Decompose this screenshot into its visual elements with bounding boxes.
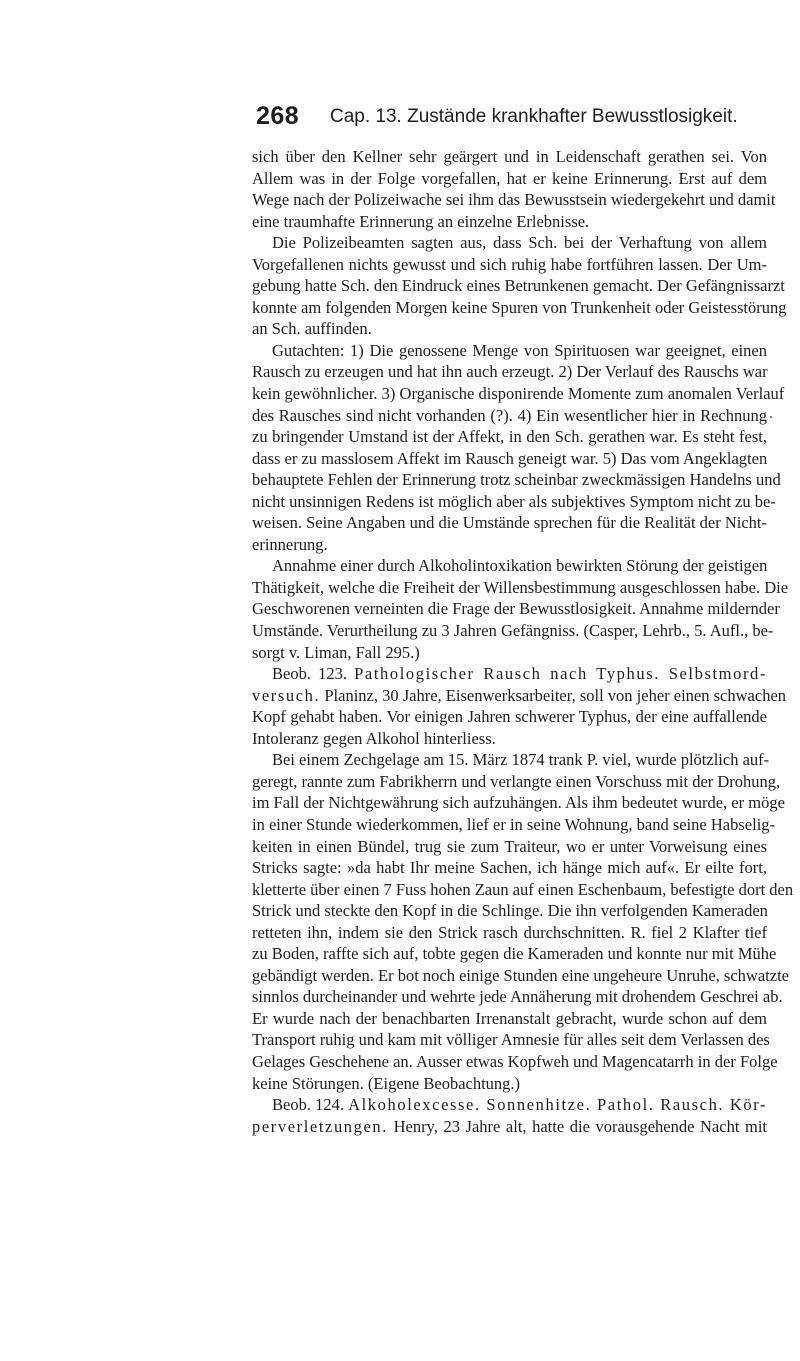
text-line: Allem was in der Folge vorgefallen, hat er keine Erinnerung. Erst auf dem bbox=[252, 168, 767, 188]
text-line: erinnerung. bbox=[252, 534, 328, 554]
observation-heading-123 bbox=[252, 663, 767, 685]
text-line: Thätigkeit, welche die Freiheit der Willensbestimmung ausgeschlossen habe. Die bbox=[252, 577, 789, 597]
text-line: kletterte über einen 7 Fuss hohen Zaun auf einen Eschenbaum, befestigte dort den bbox=[252, 879, 794, 899]
text-line: Bei einem Zechgelage am 15. März 1874 trank P. viel, wurde plötzlich auf- bbox=[272, 750, 770, 770]
running-head bbox=[0, 100, 800, 140]
running-title: Cap. 13. Zustände krankhafter Bewusstlosigkeit. bbox=[330, 106, 738, 127]
text-line: im Fall der Nichtgewährung sich aufzuhängen. Als ihm bedeutet wurde, er möge bbox=[252, 793, 785, 813]
text-line: behauptete Fehlen der Erinnerung trotz scheinbar zweckmässigen Handelns und bbox=[252, 470, 781, 490]
text-line: geregt, rannte zum Fabrikherrn und verlangte einen Vorschuss mit der Drohung, bbox=[252, 771, 781, 791]
text-line: Umstände. Verurtheilung zu 3 Jahren Gefängniss. (Casper, Lehrb., 5. Aufl., be- bbox=[252, 621, 774, 641]
text-line: kein gewöhnlicher. 3) Organische disponirende Momente zum anomalen Verlauf bbox=[252, 384, 785, 404]
text-line: Die Polizeibeamten sagten aus, dass Sch. bei der Verhaftung von allem bbox=[272, 233, 767, 253]
observation-title-cont: versuch. bbox=[252, 685, 321, 705]
text-line: retteten ihn, indem sie den Strick rasch durchschnitten. R. fiel 2 Klafter tief bbox=[252, 922, 767, 942]
text-line: nicht unsinnigen Redens ist möglich aber als subjektives Symptom nicht zu be- bbox=[252, 491, 776, 511]
text-line: Rausch zu erzeugen und hat ihn auch erzeugt. 2) Der Verlauf des Rauschs war bbox=[252, 362, 768, 382]
text-line: keiten in einen Bündel, trug sie zum Traiteur, wo er unter Vorweisung eines bbox=[252, 836, 767, 856]
text-line: Strick und steckte den Kopf in die Schlinge. Die ihn verfolgenden Kameraden bbox=[252, 901, 768, 921]
text-line: zu Boden, raffte sich auf, tobte gegen die Kameraden und konnte nur mit Mühe bbox=[252, 944, 777, 964]
text-line: zu bringender Umstand ist der Affekt, in den Sch. gerathen war. Es steht fest, bbox=[252, 427, 767, 447]
text-line bbox=[252, 685, 787, 707]
text-line-tail: Planinz, 30 Jahre, Eisenwerksarbeiter, soll von jeher einen schwachen bbox=[324, 685, 787, 705]
text-line: konnte am folgenden Morgen keine Spuren von Trunkenheit oder Geistesstörung bbox=[252, 297, 787, 317]
text-line: sinnlos durcheinander und wehrte jede Annäherung mit drohendem Geschrei ab. bbox=[252, 987, 783, 1007]
text-line: des Rausches sind nicht vorhanden (?). 4) Ein wesentlicher hier in Rechnung bbox=[252, 405, 767, 425]
observation-title-cont: perverletzungen. bbox=[252, 1116, 388, 1136]
observation-label: Beob. 123. bbox=[272, 664, 347, 684]
text-line: Wege nach der Polizeiwache sei ihm das Bewusstsein wiedergekehrt und damit bbox=[252, 190, 776, 210]
text-line: an Sch. auffinden. bbox=[252, 319, 372, 339]
text-line: keine Störungen. (Eigene Beobachtung.) bbox=[252, 1073, 521, 1093]
text-line: gebändigt werden. Er bot noch einige Stunden eine ungeheure Unruhe, schwatzte bbox=[252, 965, 789, 985]
observation-title: Pathologischer Rausch nach Typhus. Selbstmord- bbox=[354, 664, 767, 684]
text-line bbox=[252, 1116, 767, 1138]
text-line: Vorgefallenen nichts gewusst und sich ruhig habe fortführen lassen. Der Um- bbox=[252, 254, 767, 274]
text-line: Stricks sagte: »da habt Ihr meine Sachen, ich hänge mich auf«. Er eilte fort, bbox=[252, 858, 767, 878]
observation-title: Alkoholexcesse. Sonnenhitze. Pathol. Rausch. Kör- bbox=[348, 1095, 768, 1115]
observation-label: Beob. 124. bbox=[272, 1095, 344, 1115]
text-line: eine traumhafte Erinnerung an einzelne Erlebnisse. bbox=[252, 211, 590, 231]
text-line: Intoleranz gegen Alkohol hinterliess. bbox=[252, 728, 496, 748]
text-line: Annahme einer durch Alkoholintoxikation bewirkten Störung der geistigen bbox=[272, 556, 768, 576]
text-line: sich über den Kellner sehr geärgert und in Leidenschaft gerathen sei. Von bbox=[252, 147, 767, 166]
text-line: Gelages Geschehene an. Ausser etwas Kopfweh und Magencatarrh in der Folge bbox=[252, 1051, 778, 1071]
text-line: Transport ruhig und kam mit völliger Amnesie für alles seit dem Verlassen des bbox=[252, 1030, 770, 1050]
text-line: dass er zu masslosem Affekt im Rausch geneigt war. 5) Das vom Angeklagten bbox=[252, 448, 768, 468]
text-line: in einer Stunde wiederkommen, lief er in seine Wohnung, band seine Habselig- bbox=[252, 814, 776, 834]
text-line: Geschworenen verneinten die Frage der Bewusstlosigkeit. Annahme mildernder bbox=[252, 599, 780, 619]
margin-speck bbox=[770, 416, 772, 418]
text-line: Gutachten: 1) Die genossene Menge von Spirituosen war geeignet, einen bbox=[272, 340, 767, 360]
observation-heading-124 bbox=[252, 1094, 767, 1116]
text-line: weisen. Seine Angaben und die Umstände sprechen für die Realität der Nicht- bbox=[252, 513, 768, 533]
text-line: gebung hatte Sch. den Eindruck eines Betrunkenen gemacht. Der Gefängnissarzt bbox=[252, 276, 785, 296]
text-line-tail: Henry, 23 Jahre alt, hatte die vorausgehende Nacht mit bbox=[393, 1116, 767, 1136]
page-number: 268 bbox=[256, 102, 300, 130]
text-line: sorgt v. Liman, Fall 295.) bbox=[252, 642, 420, 662]
text-line: Kopf gehabt haben. Vor einigen Jahren schwerer Typhus, der eine auffallende bbox=[252, 707, 767, 727]
text-line: Er wurde nach der benachbarten Irrenanstalt gebracht, wurde schon auf dem bbox=[252, 1008, 767, 1028]
body-text bbox=[252, 146, 794, 1137]
